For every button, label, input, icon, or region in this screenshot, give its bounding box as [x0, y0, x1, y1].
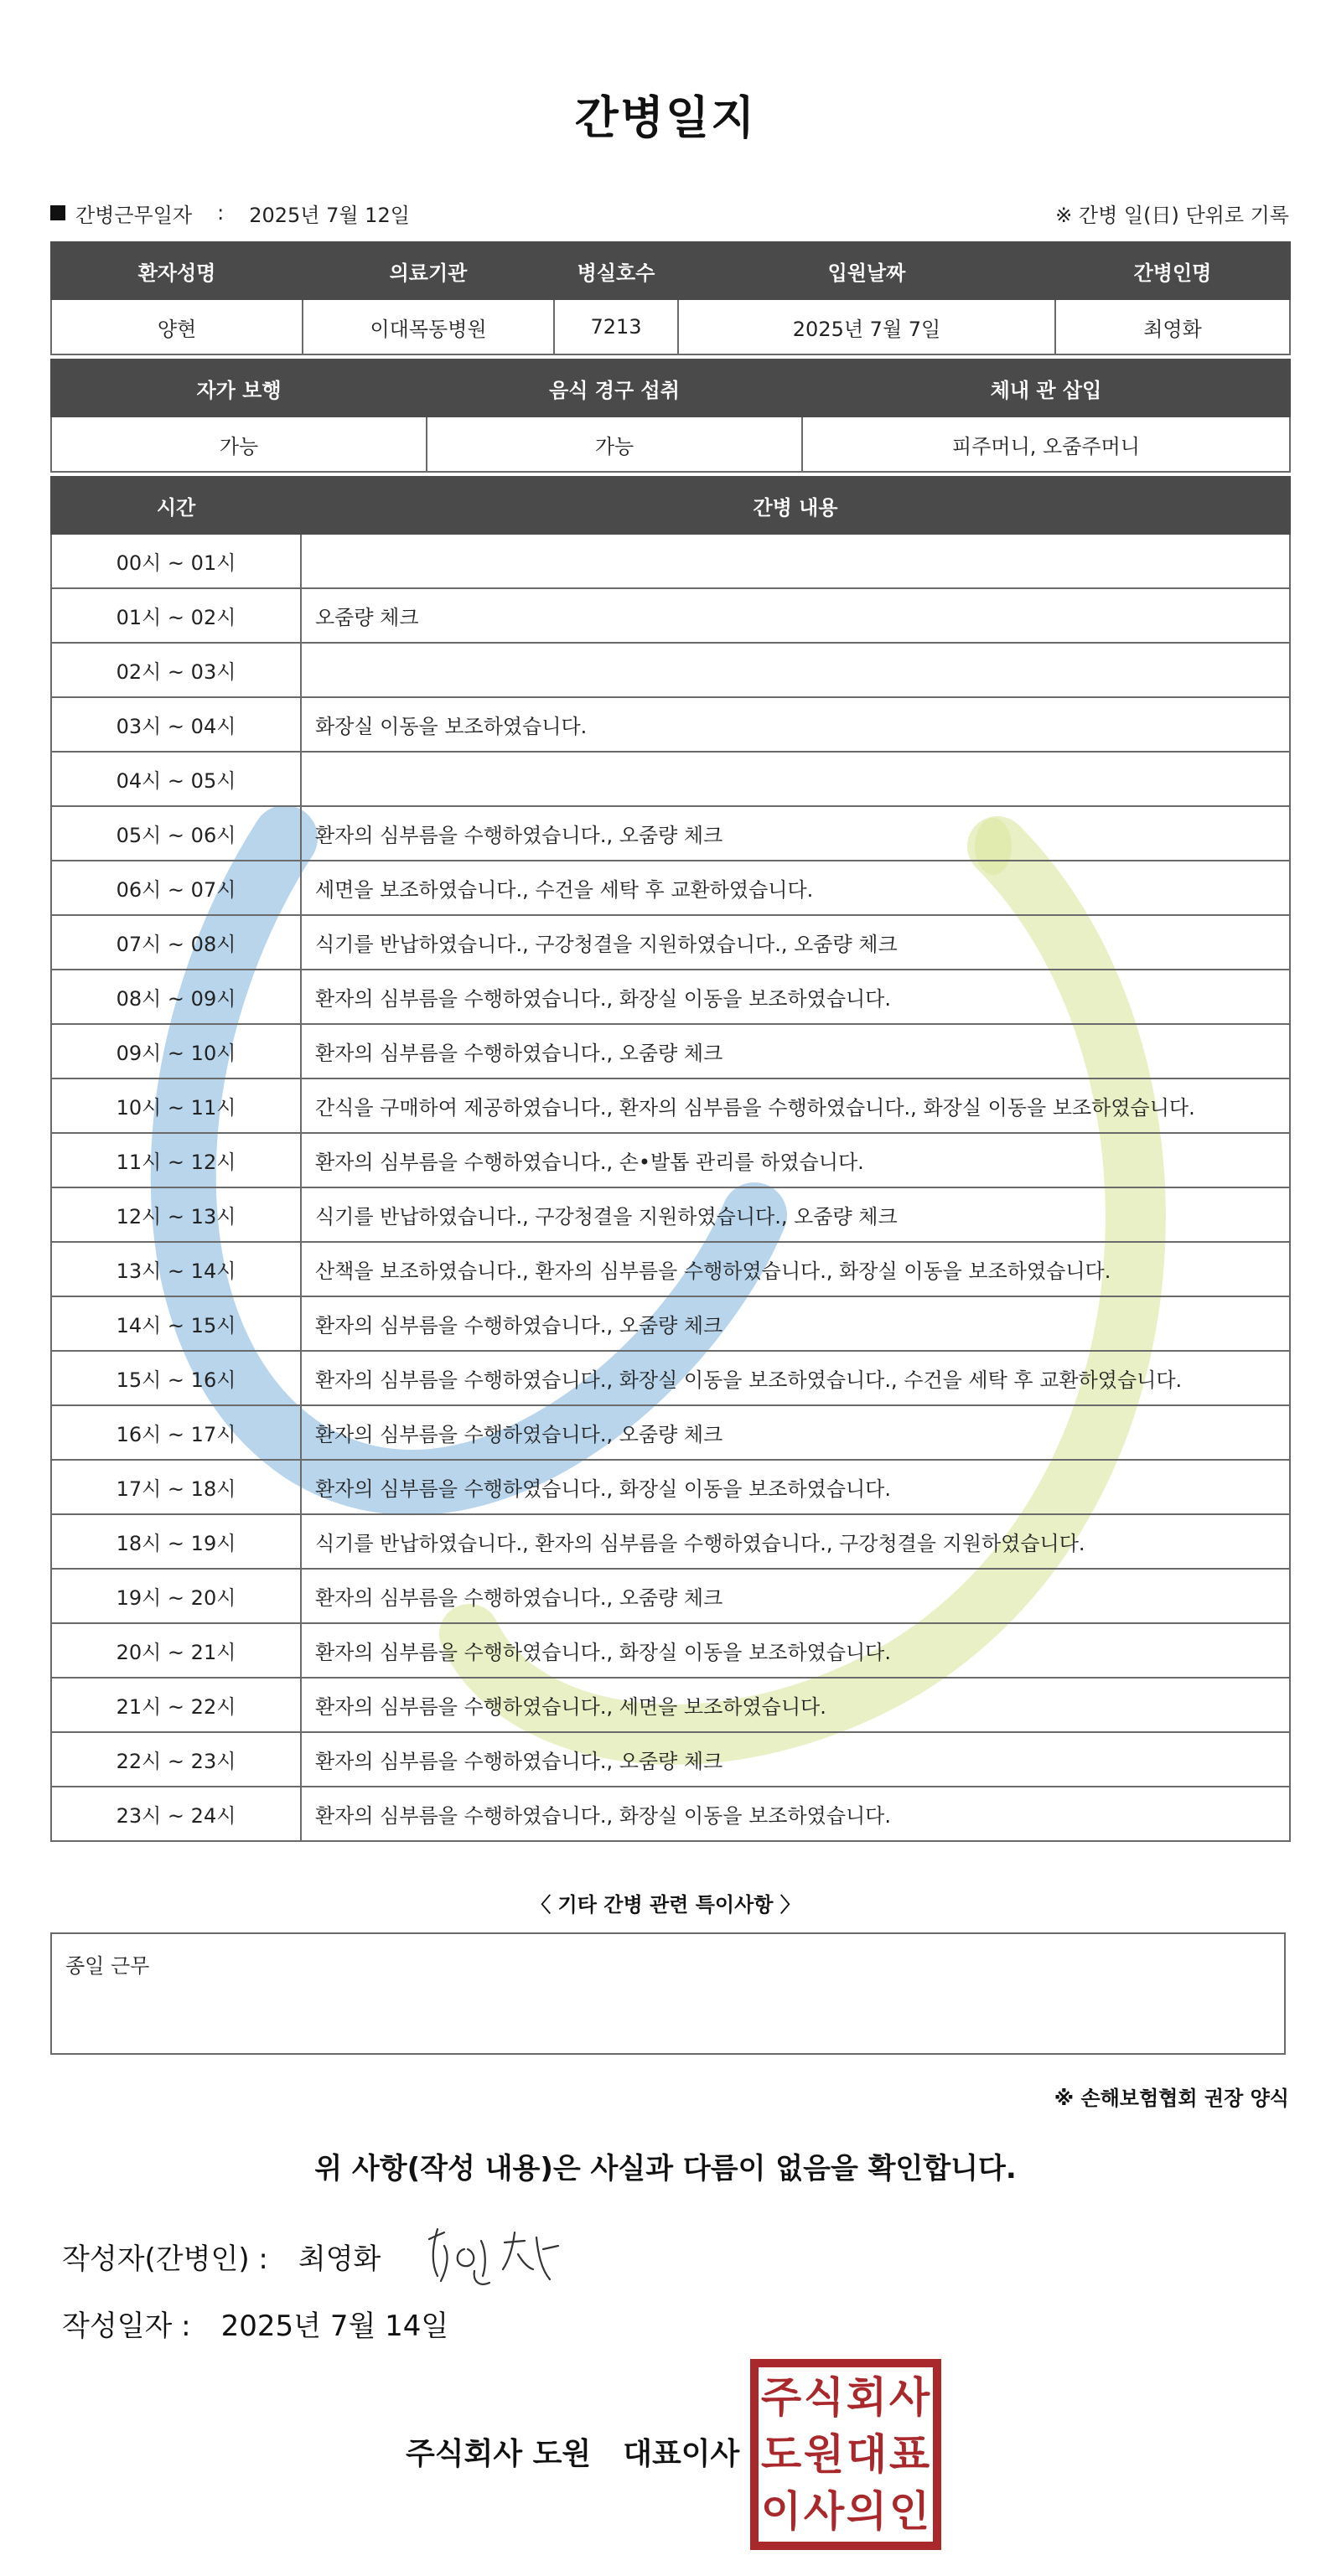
writer-line [62, 2236, 381, 2277]
admission-date: 2025년 7월 7일 [678, 299, 1055, 354]
patient-status-table [50, 359, 1291, 473]
seal-char: 이 [760, 2487, 802, 2536]
log-time: 23시 ~ 24시 [51, 1787, 301, 1841]
log-time: 03시 ~ 04시 [51, 697, 301, 752]
writer-name: 최영화 [298, 2242, 381, 2276]
log-content: 환자의 심부름을 수행하였습니다., 화장실 이동을 보조하였습니다. [301, 970, 1290, 1024]
company-seal-stamp [749, 2358, 942, 2551]
written-date-line [62, 2303, 448, 2344]
log-time: 11시 ~ 12시 [51, 1133, 301, 1187]
notes-box [50, 1932, 1286, 2055]
oral-intake-value: 가능 [427, 416, 802, 472]
log-time: 06시 ~ 07시 [51, 861, 301, 915]
tube-insertion-value: 피주머니, 오줌주머니 [802, 416, 1290, 472]
log-row [51, 806, 1290, 861]
header-admission-date: 입원날짜 [678, 242, 1055, 299]
log-time: 07시 ~ 08시 [51, 915, 301, 970]
log-row [51, 1732, 1290, 1787]
log-row [51, 752, 1290, 806]
meta-row [50, 198, 1289, 228]
work-date-group [50, 199, 410, 228]
square-bullet-icon [50, 205, 65, 220]
log-time: 12시 ~ 13시 [51, 1187, 301, 1242]
log-content [301, 752, 1290, 806]
daily-record-note: ※ 간병 일(日) 단위로 기록 [1055, 203, 1289, 227]
log-content: 환자의 심부름을 수행하였습니다., 오줌량 체크 [301, 806, 1290, 861]
seal-char: 인 [888, 2487, 930, 2536]
log-row [51, 588, 1290, 643]
log-time: 09시 ~ 10시 [51, 1024, 301, 1079]
log-time: 14시 ~ 15시 [51, 1296, 301, 1351]
room-number: 7213 [554, 299, 678, 354]
log-row [51, 1133, 1290, 1187]
log-content [301, 534, 1290, 588]
log-time: 04시 ~ 05시 [51, 752, 301, 806]
document-title: 간병일지 [574, 91, 757, 144]
hourly-care-log-table [50, 476, 1291, 1842]
seal-char: 주 [760, 2373, 802, 2422]
log-content: 산책을 보조하였습니다., 환자의 심부름을 수행하였습니다., 화장실 이동을 보조하였습니다. [301, 1242, 1290, 1296]
seal-char: 표 [888, 2430, 930, 2479]
log-row [51, 1460, 1290, 1514]
log-row [51, 1079, 1290, 1133]
log-row [51, 1623, 1290, 1678]
log-row [51, 915, 1290, 970]
header-hospital: 의료기관 [303, 242, 554, 299]
log-time: 01시 ~ 02시 [51, 588, 301, 643]
log-content: 식기를 반납하였습니다., 구강청결을 지원하였습니다., 오줌량 체크 [301, 1187, 1290, 1242]
notes-title: 〈 기타 간병 관련 특이사항 〉 [531, 1893, 800, 1916]
log-time: 10시 ~ 11시 [51, 1079, 301, 1133]
header-self-walking: 자가 보행 [51, 360, 427, 416]
confirmation-statement: 위 사항(작성 내용)은 사실과 다름이 없음을 확인합니다. [314, 2152, 1017, 2185]
log-time: 17시 ~ 18시 [51, 1460, 301, 1514]
patient-info-table [50, 241, 1291, 355]
log-content: 환자의 심부름을 수행하였습니다., 화장실 이동을 보조하였습니다., 수건을 세탁 후 교환하였습니다. [301, 1351, 1290, 1405]
log-content: 환자의 심부름을 수행하였습니다., 오줌량 체크 [301, 1296, 1290, 1351]
work-date-separator: : [217, 201, 225, 225]
work-date-label: 간병근무일자 [75, 203, 193, 227]
log-row [51, 1351, 1290, 1405]
seal-char: 회 [846, 2373, 888, 2422]
log-row [51, 1514, 1290, 1569]
log-time: 02시 ~ 03시 [51, 643, 301, 697]
log-time: 21시 ~ 22시 [51, 1678, 301, 1732]
hospital-name: 이대목동병원 [303, 299, 554, 354]
log-content: 환자의 심부름을 수행하였습니다., 세면을 보조하였습니다. [301, 1678, 1290, 1732]
log-content: 오줌량 체크 [301, 588, 1290, 643]
header-time: 시간 [51, 477, 301, 534]
company-ceo-title: 대표이사 [623, 2437, 740, 2471]
company-line [406, 2430, 739, 2473]
self-walking-value: 가능 [51, 416, 427, 472]
header-room: 병실호수 [554, 242, 678, 299]
log-content: 환자의 심부름을 수행하였습니다., 손•발톱 관리를 하였습니다. [301, 1133, 1290, 1187]
log-content: 환자의 심부름을 수행하였습니다., 오줌량 체크 [301, 1405, 1290, 1460]
log-time: 16시 ~ 17시 [51, 1405, 301, 1460]
company-name: 주식회사 도원 [406, 2437, 592, 2471]
log-row [51, 534, 1290, 588]
log-row [51, 1024, 1290, 1079]
header-caregiver-name: 간병인명 [1055, 242, 1290, 299]
log-time: 13시 ~ 14시 [51, 1242, 301, 1296]
notes-content: 종일 근무 [65, 1954, 150, 1978]
log-content: 환자의 심부름을 수행하였습니다., 오줌량 체크 [301, 1024, 1290, 1079]
log-body [51, 534, 1290, 1841]
header-tube-insertion: 체내 관 삽입 [802, 360, 1290, 416]
caregiver-name: 최영화 [1055, 299, 1290, 354]
seal-char: 식 [803, 2373, 845, 2422]
log-content: 환자의 심부름을 수행하였습니다., 화장실 이동을 보조하였습니다. [301, 1460, 1290, 1514]
log-time: 05시 ~ 06시 [51, 806, 301, 861]
log-row [51, 861, 1290, 915]
log-time: 00시 ~ 01시 [51, 534, 301, 588]
log-content: 환자의 심부름을 수행하였습니다., 화장실 이동을 보조하였습니다. [301, 1623, 1290, 1678]
log-time: 20시 ~ 21시 [51, 1623, 301, 1678]
log-content: 화장실 이동을 보조하였습니다. [301, 697, 1290, 752]
log-content: 간식을 구매하여 제공하였습니다., 환자의 심부름을 수행하였습니다., 화장실 이동을 보조하였습니다. [301, 1079, 1290, 1133]
header-oral-intake: 음식 경구 섭취 [427, 360, 802, 416]
log-content: 식기를 반납하였습니다., 환자의 심부름을 수행하였습니다., 구강청결을 지원하였습니다. [301, 1514, 1290, 1569]
log-row [51, 970, 1290, 1024]
log-time: 18시 ~ 19시 [51, 1514, 301, 1569]
log-time: 22시 ~ 23시 [51, 1732, 301, 1787]
seal-char: 대 [846, 2430, 888, 2479]
log-content: 환자의 심부름을 수행하였습니다., 화장실 이동을 보조하였습니다. [301, 1787, 1290, 1841]
writer-label: 작성자(간병인) : [62, 2242, 268, 2276]
written-date-label: 작성일자 : [62, 2310, 191, 2343]
log-row [51, 1296, 1290, 1351]
recommended-form-note: ※ 손해보험협회 권장 양식 [1054, 2087, 1289, 2110]
log-row [51, 1187, 1290, 1242]
patient-name: 양현 [51, 299, 303, 354]
log-row [51, 1678, 1290, 1732]
seal-char: 의 [846, 2487, 888, 2536]
log-content [301, 643, 1290, 697]
header-patient-name: 환자성명 [51, 242, 303, 299]
seal-char: 사 [803, 2487, 845, 2536]
seal-char: 원 [803, 2430, 845, 2479]
log-row [51, 1787, 1290, 1841]
log-content: 환자의 심부름을 수행하였습니다., 오줌량 체크 [301, 1732, 1290, 1787]
log-content: 환자의 심부름을 수행하였습니다., 오줌량 체크 [301, 1569, 1290, 1623]
header-care-content: 간병 내용 [301, 477, 1290, 534]
log-row [51, 697, 1290, 752]
log-row [51, 1569, 1290, 1623]
log-row [51, 1242, 1290, 1296]
log-time: 08시 ~ 09시 [51, 970, 301, 1024]
log-time: 19시 ~ 20시 [51, 1569, 301, 1623]
log-row [51, 1405, 1290, 1460]
log-content: 세면을 보조하였습니다., 수건을 세탁 후 교환하였습니다. [301, 861, 1290, 915]
seal-char: 사 [888, 2373, 930, 2422]
work-date-value: 2025년 7월 12일 [249, 203, 410, 227]
handwritten-signature [419, 2221, 570, 2296]
log-content: 식기를 반납하였습니다., 구강청결을 지원하였습니다., 오줌량 체크 [301, 915, 1290, 970]
seal-char: 도 [760, 2430, 802, 2479]
log-row [51, 643, 1290, 697]
log-time: 15시 ~ 16시 [51, 1351, 301, 1405]
written-date-value: 2025년 7월 14일 [220, 2310, 449, 2343]
